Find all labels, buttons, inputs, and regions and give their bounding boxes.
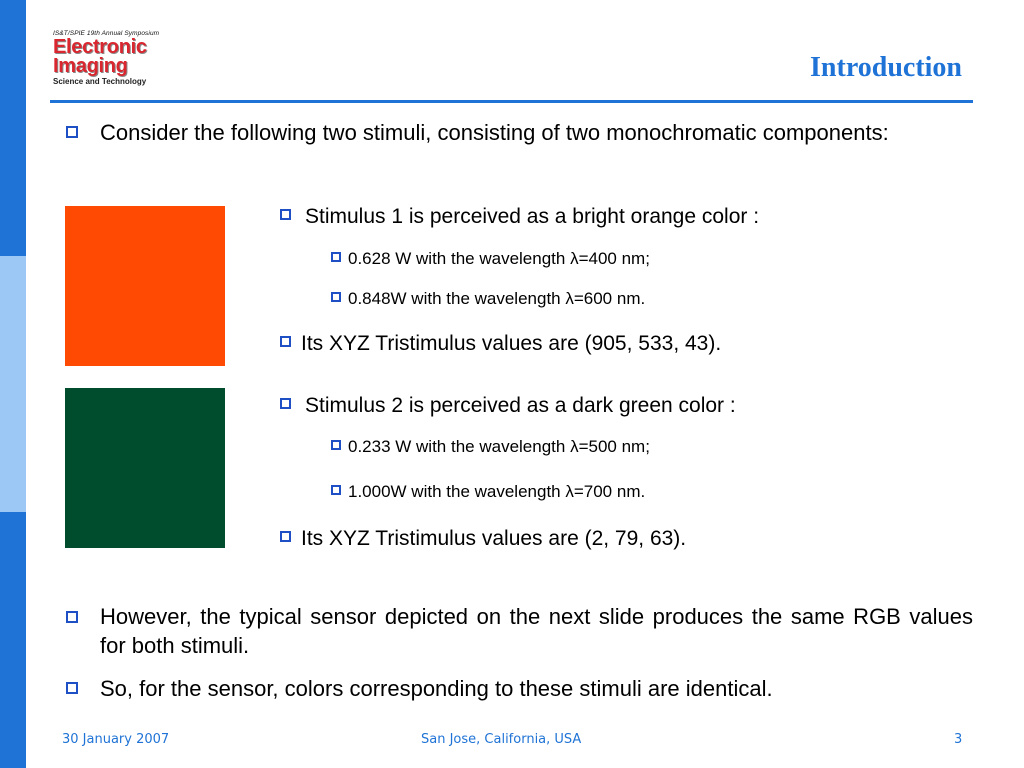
stimulus-2-heading-text: Stimulus 2 is perceived as a dark green color :: [305, 394, 736, 417]
bullet-intro: [66, 117, 973, 148]
square-bullet-icon: [331, 292, 341, 302]
stimulus-2-swatch: [65, 388, 225, 548]
footer-location: San Jose, California, USA: [421, 732, 582, 747]
bullet-so-text: So, for the sensor, colors corresponding to these stimuli are identical.: [100, 676, 773, 701]
stimulus-2-component-2-text: 1.000W with the wavelength λ=700 nm.: [348, 482, 646, 501]
square-bullet-icon: [66, 126, 78, 138]
stimulus-1-swatch: [65, 206, 225, 366]
bullet-however-text: However, the typical sensor depicted on the next slide produces the same RGB values for both stimuli.: [100, 604, 973, 658]
logo-subtitle: IS&T/SPIE 19th Annual Symposium: [53, 30, 160, 37]
bullet-intro-text: Consider the following two stimuli, consisting of two monochromatic components:: [100, 120, 889, 145]
footer-page-number: 3: [954, 732, 963, 747]
stimulus-2-xyz: [280, 526, 686, 552]
title-divider: [50, 100, 973, 103]
stimulus-1-xyz: [280, 331, 721, 357]
stimulus-1-component-1-text: 0.628 W with the wavelength λ=400 nm;: [348, 249, 650, 268]
stimulus-2-heading: [280, 393, 736, 419]
square-bullet-icon: [66, 682, 78, 694]
stimulus-2-component-2: [331, 481, 645, 503]
side-bar-bottom: [0, 512, 26, 768]
stimulus-1-heading-text: Stimulus 1 is perceived as a bright orange color :: [305, 205, 760, 228]
square-bullet-icon: [331, 485, 341, 495]
side-bar-middle: [0, 256, 26, 512]
logo-line-1: Electronic: [53, 36, 147, 58]
conference-logo: [53, 30, 173, 87]
bullet-however: [66, 602, 973, 660]
stimulus-1-xyz-text: Its XYZ Tristimulus values are (905, 533, 43).: [301, 332, 722, 355]
square-bullet-icon: [280, 336, 291, 347]
bullet-so: [66, 673, 973, 704]
stimulus-1-component-2-text: 0.848W with the wavelength λ=600 nm.: [348, 289, 646, 308]
square-bullet-icon: [280, 531, 291, 542]
footer-date: 30 January 2007: [62, 732, 170, 747]
square-bullet-icon: [66, 611, 78, 623]
logo-line-2: Imaging: [53, 55, 128, 77]
stimulus-1-component-2: [331, 288, 645, 310]
stimulus-1-component-1: [331, 248, 650, 270]
stimulus-2-component-1-text: 0.233 W with the wavelength λ=500 nm;: [348, 437, 650, 456]
square-bullet-icon: [331, 252, 341, 262]
square-bullet-icon: [331, 440, 341, 450]
logo-tagline: Science and Technology: [53, 77, 147, 86]
square-bullet-icon: [280, 209, 291, 220]
stimulus-2-component-1: [331, 436, 650, 458]
square-bullet-icon: [280, 398, 291, 409]
slide-title: Introduction: [810, 52, 962, 83]
stimulus-1-heading: [280, 204, 759, 230]
stimulus-2-xyz-text: Its XYZ Tristimulus values are (2, 79, 63).: [301, 527, 687, 550]
side-bar-top: [0, 0, 26, 256]
